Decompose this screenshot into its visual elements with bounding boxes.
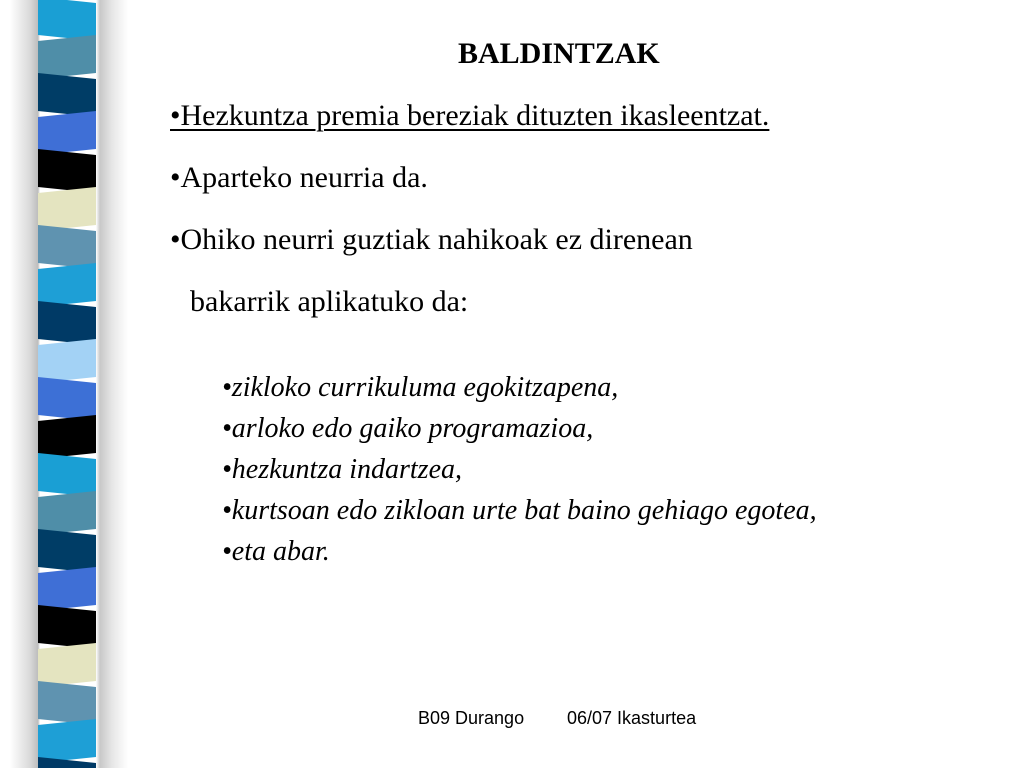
- decorative-stripe-border: [0, 0, 130, 768]
- stripe-band: [38, 187, 96, 231]
- stripe-band: [38, 149, 96, 193]
- stripe-band: [38, 415, 96, 459]
- sub-bullet-4: •kurtsoan edo zikloan urte bat baino gehiago egotea,: [222, 495, 817, 526]
- stripe-band: [38, 35, 96, 79]
- stripe-band: [38, 73, 96, 117]
- bullet-item-1: [170, 98, 769, 134]
- footer-left: B09 Durango: [418, 708, 525, 728]
- stripe-band: [38, 605, 96, 649]
- stripe-band: [38, 719, 96, 763]
- slide-title: BALDINTZAK: [458, 37, 660, 70]
- bullet-text-4: bakarrik aplikatuko da:: [190, 285, 469, 318]
- stripe-band: [38, 643, 96, 687]
- stripe-band: [38, 111, 96, 155]
- stripe-band: [38, 301, 96, 345]
- bullet-item-2: [170, 160, 769, 196]
- bullet-text-2: •Aparteko neurria da.: [170, 161, 428, 194]
- bullet-text-1: •Hezkuntza premia bereziak dituzten ikasleentzat.: [170, 99, 770, 132]
- bullet-text-3: •Ohiko neurri guztiak nahikoak ez direnean: [170, 223, 693, 256]
- bullet-item-3: [170, 222, 769, 258]
- stripe-band: [38, 491, 96, 535]
- stripe-band: [38, 567, 96, 611]
- stripe-band: [38, 377, 96, 421]
- stripe-band: [38, 339, 96, 383]
- sub-bullet-3: •hezkuntza indartzea,: [222, 454, 463, 485]
- stripe-band: [38, 453, 96, 497]
- stripe-band: [38, 681, 96, 725]
- stripe-band: [38, 225, 96, 269]
- stripe-band: [38, 263, 96, 307]
- sub-bullet-5: •eta abar.: [222, 536, 330, 567]
- stripe-band: [38, 0, 96, 41]
- stripe-band: [38, 529, 96, 573]
- sub-bullet-2: •arloko edo gaiko programazioa,: [222, 413, 594, 444]
- bullet-item-3-continuation: [170, 284, 769, 320]
- sub-bullet-list: [222, 367, 817, 572]
- sub-bullet-1: •zikloko currikuluma egokitzapena,: [222, 372, 619, 403]
- main-bullet-list: [170, 98, 769, 346]
- footer-right: 06/07 Ikasturtea: [567, 708, 697, 728]
